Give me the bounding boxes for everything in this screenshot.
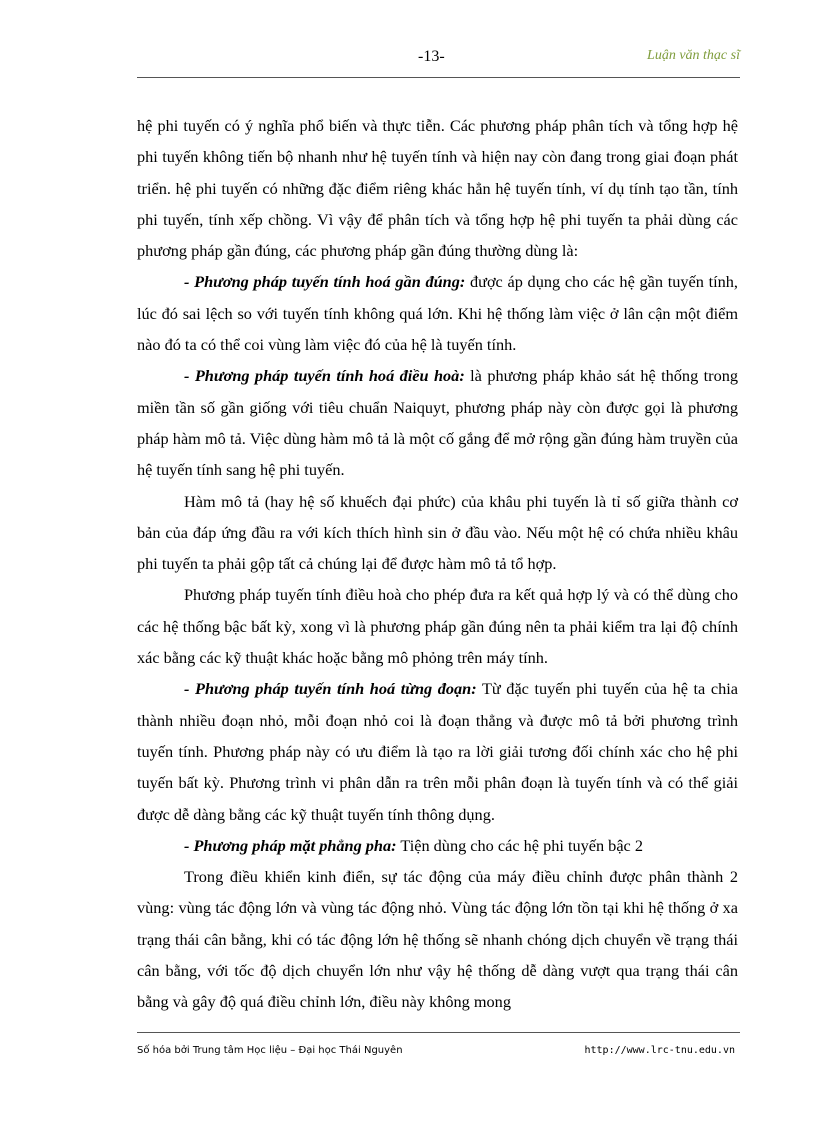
paragraph-classical-control: Trong điều khiển kinh điển, sự tác động của máy điều chỉnh được phân thành 2 vùng: vùng tác động lớn và vùng tác động nhỏ. Vùng tác động lớn tồn tại khi hệ thống ở xa trạng thái cân bằng, khi có tác động lớn hệ thống sẽ nhanh chóng dịch chuyển về trạng thái cân bằng, với tốc độ dịch chuyển lớn như vậy hệ thống dễ dàng vượt qua trạng thái cân bằng và gây độ quá điều chỉnh lớn, điều này không mong xyxy=(137,867,738,1012)
paragraph-intro: hệ phi tuyến có ý nghĩa phổ biến và thực tiễn. Các phương pháp phân tích và tổng hợp hệ phi tuyến không tiến bộ nhanh như hệ tuyến tính và hiện nay còn đang trong giai đoạn phát triển. hệ phi tuyến có những đặc điểm riêng khác hẳn hệ tuyến tính, ví dụ tính tạo tần, tính phi tuyến, tính xếp chồng. Vì vậy để phân tích và tổng hợp hệ phi tuyến ta phải dùng các phương pháp gần đúng, các phương pháp gần đúng thường dùng là: xyxy=(137,116,738,261)
footer-url: http://www.lrc-tnu.edu.vn xyxy=(584,1045,735,1056)
paragraph-describing-function: Hàm mô tả (hay hệ số khuếch đại phức) của khâu phi tuyến là tỉ số giữa thành cơ bản của đáp ứng đầu ra với kích thích hình sin ở đầu vào. Nếu một hệ có chứa nhiều khâu phi tuyến ta phải gộp tất cả chúng lại để được hàm mô tả tổ hợp. xyxy=(137,491,738,574)
paragraph-piecewise-linearization xyxy=(137,673,738,829)
paragraph-text: Từ đặc tuyến phi tuyến của hệ ta chia thành nhiều đoạn nhỏ, mỗi đoạn nhỏ coi là đoạn thẳng và được mô tả bởi phương trình tuyến tính. Phương pháp này có ưu điểm là tạo ra lời giải tương đối chính xác cho hệ phi tuyến bất kỳ. Phương trình vi phân dẫn ra trên mỗi phân đoạn là tuyến tính và có thể giải được dễ dàng bằng các kỹ thuật tuyến tính thông dụng. xyxy=(137,679,738,824)
paragraph-approx-linearization xyxy=(137,266,738,360)
paragraph-text: được áp dụng cho các hệ gần tuyến tính, lúc đó sai lệch so với tuyến tính không quá lớn. Khi hệ thống làm việc ở lân cận một điểm nào đó ta có thể coi vùng làm việc đó của hệ là tuyến tính. xyxy=(137,272,738,355)
footer-divider xyxy=(137,1032,740,1033)
paragraph-text: là phương pháp khảo sát hệ thống trong miền tần số gần giống với tiêu chuẩn Naiquyt, phương pháp này còn được gọi là phương pháp hàm mô tả. Việc dùng hàm mô tả là một cố gắng để mở rộng gần đúng hàm truyền của hệ tuyến tính sang hệ phi tuyến. xyxy=(137,366,738,480)
paragraph-harmonic-method-notes: Phương pháp tuyến tính điều hoà cho phép đưa ra kết quả hợp lý và có thể dùng cho các hệ thống bậc bất kỳ, xong vì là phương pháp gần đúng nên ta phải kiểm tra lại độ chính xác bằng các kỹ thuật khác hoặc bằng mô phỏng trên máy tính. xyxy=(137,585,738,668)
header-divider xyxy=(137,77,740,78)
method-heading-piecewise-linearization: - Phương pháp tuyến tính hoá từng đoạn: xyxy=(184,679,477,699)
footer-source: Số hóa bởi Trung tâm Học liệu – Đại học Thái Nguyên xyxy=(137,1045,403,1056)
header-title: Luận văn thạc sĩ xyxy=(647,48,740,63)
method-heading-phase-plane: - Phương pháp mặt phẳng pha: xyxy=(184,835,397,855)
method-heading-harmonic-linearization: - Phương pháp tuyến tính hoá điều hoà: xyxy=(184,366,465,386)
paragraph-harmonic-linearization xyxy=(137,360,738,485)
method-heading-approx-linearization: - Phương pháp tuyến tính hoá gần đúng: xyxy=(184,272,466,292)
body-text xyxy=(137,110,738,1018)
paragraph-phase-plane xyxy=(137,830,738,861)
page-number: -13- xyxy=(418,48,445,65)
paragraph-text: Tiện dùng cho các hệ phi tuyến bậc 2 xyxy=(396,835,643,855)
